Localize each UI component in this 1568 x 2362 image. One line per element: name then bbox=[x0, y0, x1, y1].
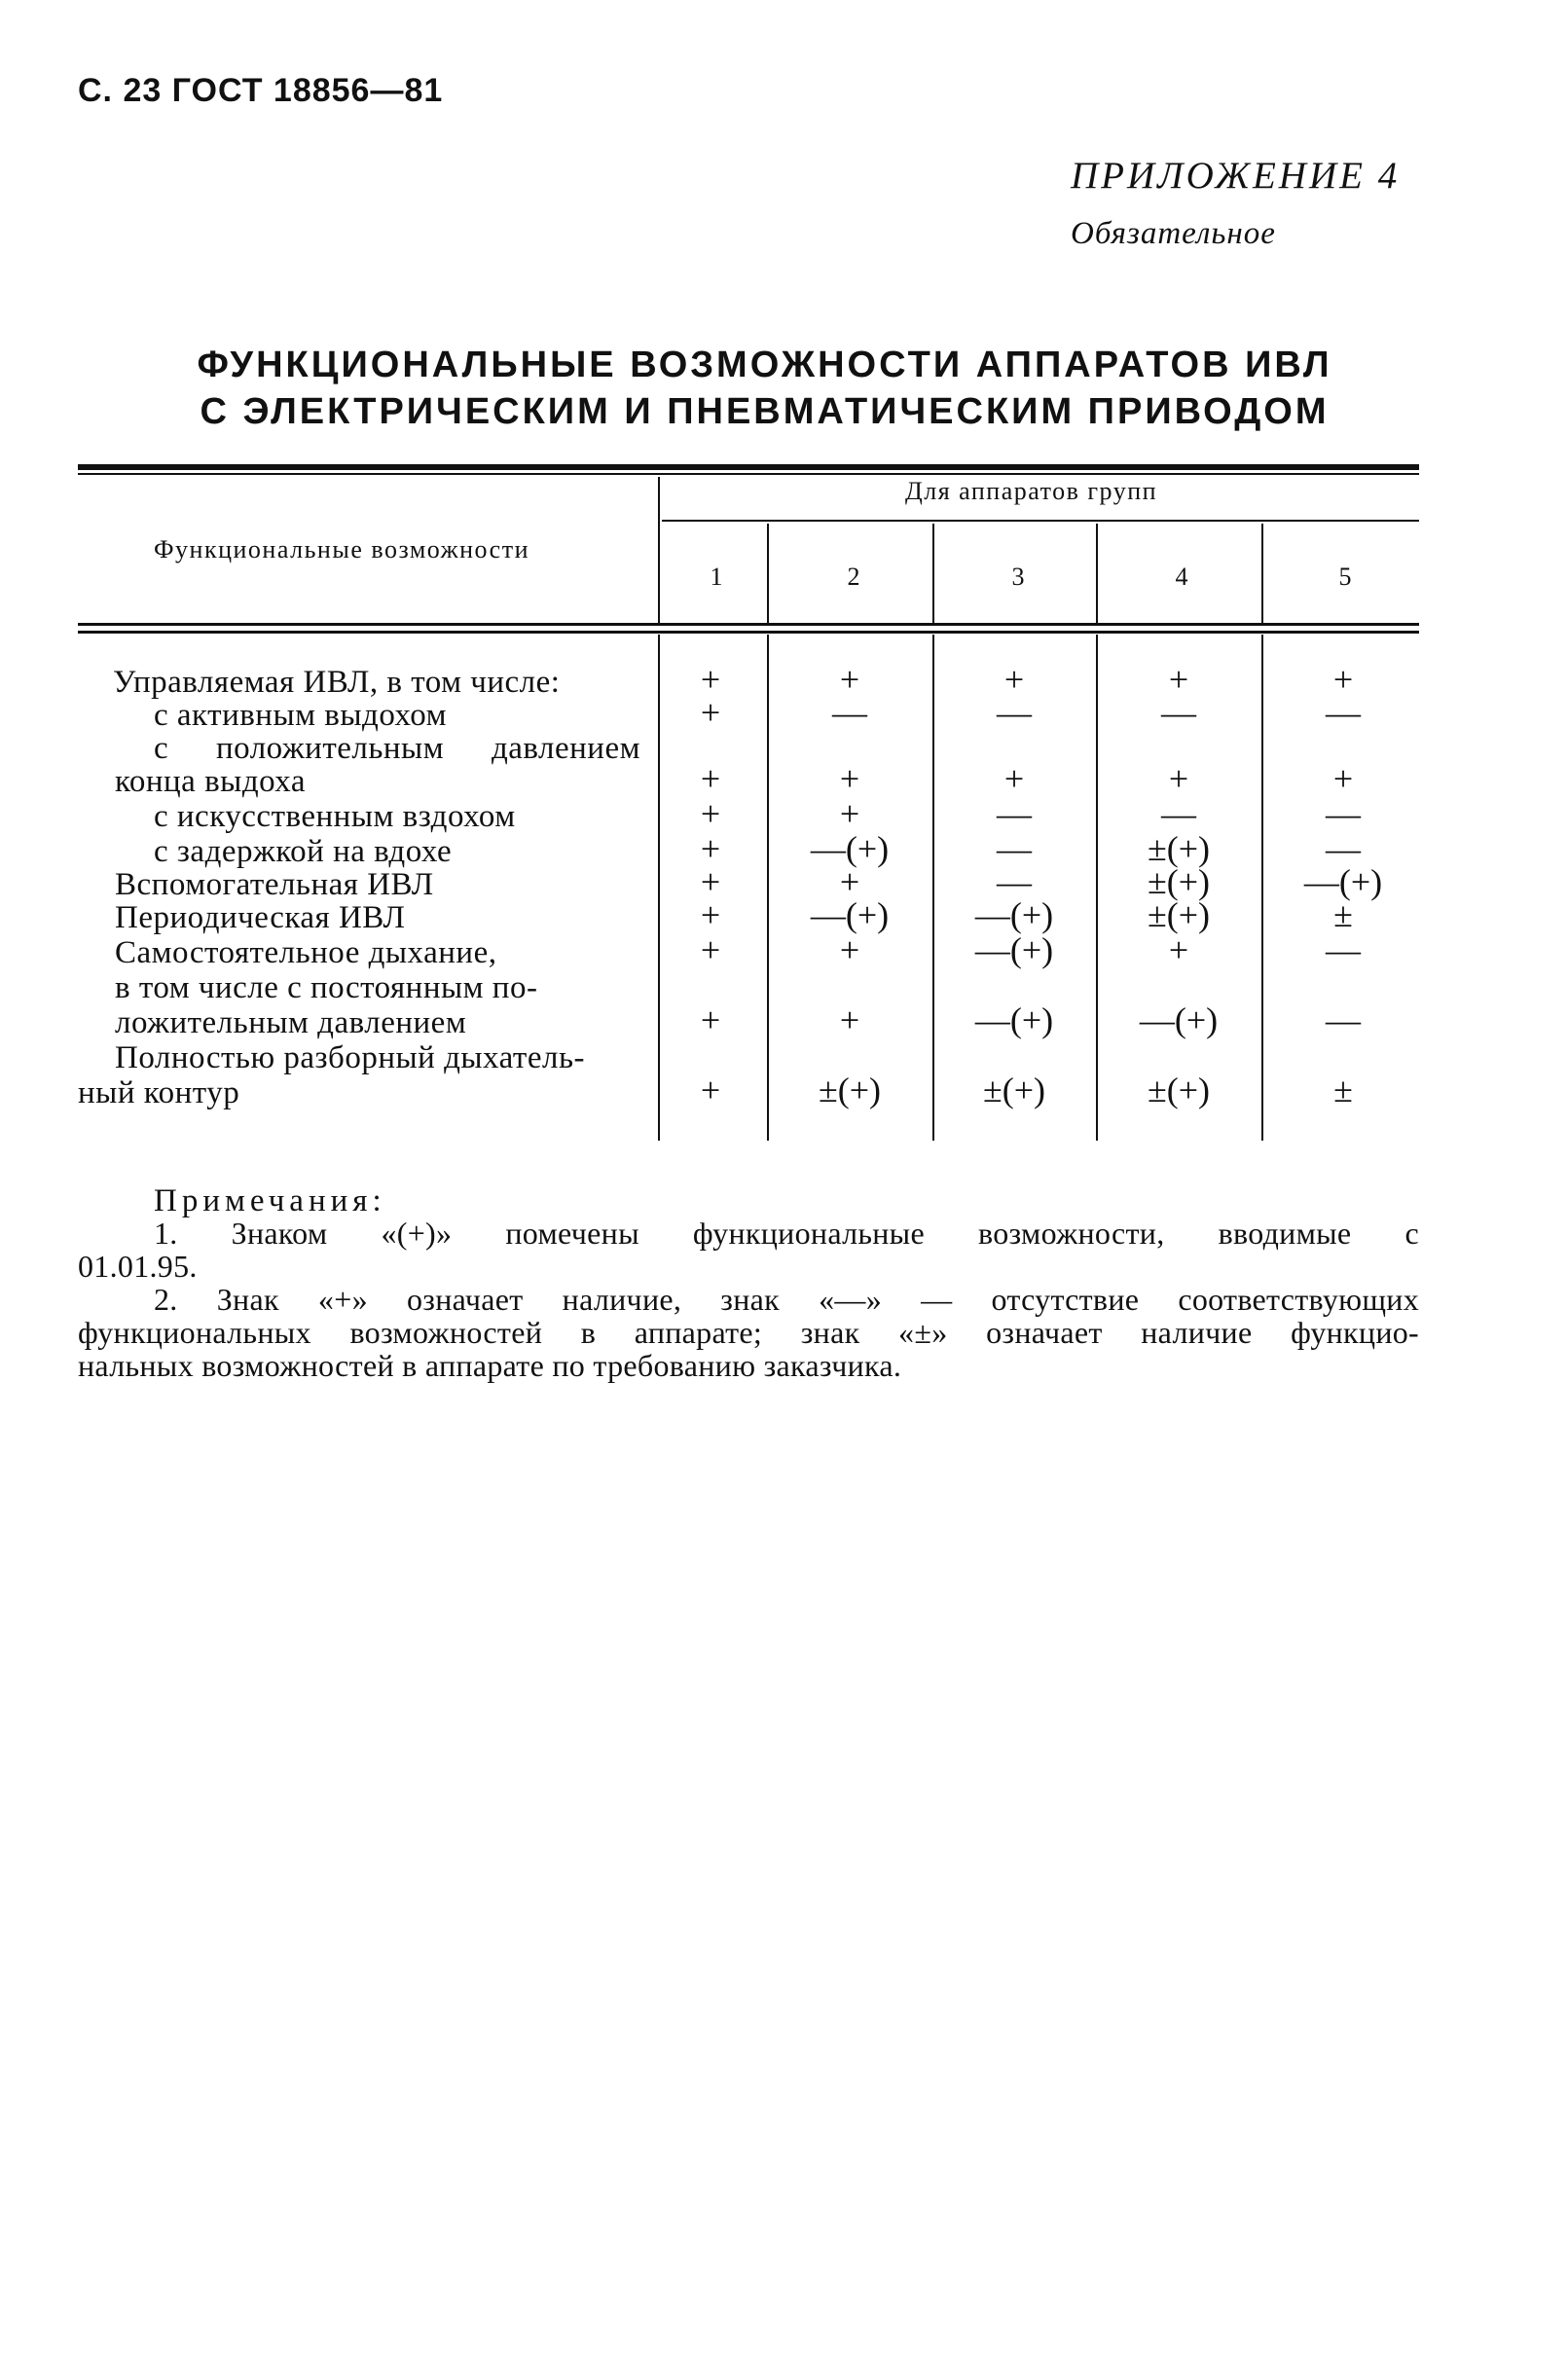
row-label: ложительным давлением bbox=[115, 1005, 467, 1040]
table-cell: ± bbox=[1333, 895, 1353, 934]
note-1-line-1: 1. Знаком «(+)» помечены функциональные возможности, вводимые с bbox=[154, 1216, 1419, 1251]
header-groups: Для аппаратов групп bbox=[905, 477, 1158, 505]
column-header-2: 2 bbox=[847, 563, 860, 591]
row-label: с положительным давлением bbox=[154, 731, 640, 766]
table-cell: ±(+) bbox=[982, 1071, 1046, 1109]
row-label: Периодическая ИВЛ bbox=[115, 900, 406, 935]
table-cell: — bbox=[1326, 693, 1361, 732]
group-header-rule bbox=[662, 520, 1419, 522]
table-cell: + bbox=[1332, 660, 1354, 699]
table-cell: + bbox=[700, 759, 721, 798]
table-cell: + bbox=[700, 930, 721, 969]
header-functions: Функциональные возможности bbox=[154, 535, 530, 563]
note-2-line-1: 2. Знак «+» означает наличие, знак «—» — отсутствие соответствующих bbox=[154, 1282, 1419, 1317]
table-cell: + bbox=[1168, 660, 1189, 699]
table-cell: ±(+) bbox=[1147, 829, 1211, 868]
row-label: Вспомогательная ИВЛ bbox=[115, 867, 434, 902]
table-cell: ±(+) bbox=[818, 1071, 882, 1109]
table-cell: —(+) bbox=[974, 930, 1054, 969]
page-header: С. 23 ГОСТ 18856—81 bbox=[78, 72, 444, 109]
table-divider bbox=[1261, 635, 1263, 1141]
table-divider bbox=[658, 477, 660, 623]
document-title-line-1: ФУНКЦИОНАЛЬНЫЕ ВОЗМОЖНОСТИ АППАРАТОВ ИВЛ bbox=[197, 345, 1332, 385]
table-cell: — bbox=[997, 862, 1032, 901]
table-cell: ±(+) bbox=[1147, 895, 1211, 934]
table-cell: + bbox=[700, 794, 721, 833]
table-cell: + bbox=[1168, 930, 1189, 969]
table-cell: + bbox=[839, 660, 860, 699]
row-label: в том числе с постоянным по- bbox=[115, 970, 538, 1005]
table-cell: + bbox=[839, 759, 860, 798]
document-title-line-2: С ЭЛЕКТРИЧЕСКИМ И ПНЕВМАТИЧЕСКИМ ПРИВОДОМ bbox=[200, 391, 1330, 432]
row-label: конца выдоха bbox=[115, 764, 307, 799]
note-2 bbox=[78, 1283, 1419, 1382]
table-cell: —(+) bbox=[974, 895, 1054, 934]
row-label: с искусственным вздохом bbox=[154, 799, 516, 834]
table-top-rule-thin bbox=[78, 473, 1419, 475]
table-cell: — bbox=[1326, 1000, 1361, 1039]
table-cell: + bbox=[700, 660, 721, 699]
table-cell: — bbox=[1326, 829, 1361, 868]
table-cell: — bbox=[997, 829, 1032, 868]
appendix-status: Обязательное bbox=[1071, 216, 1276, 251]
column-header-1: 1 bbox=[710, 563, 723, 591]
column-header-3: 3 bbox=[1011, 563, 1025, 591]
table-top-rule bbox=[78, 464, 1419, 470]
table-divider bbox=[932, 635, 934, 1141]
table-cell: + bbox=[700, 862, 721, 901]
note-1-line-2: 01.01.95. bbox=[78, 1249, 198, 1284]
table-cell: —(+) bbox=[1139, 1000, 1219, 1039]
row-label: Полностью разборный дыхатель- bbox=[115, 1040, 585, 1075]
note-2-line-3: нальных возможностей в аппарате по требованию заказчика. bbox=[78, 1348, 902, 1383]
table-cell: + bbox=[839, 1000, 860, 1039]
row-label: Самостоятельное дыхание, bbox=[115, 935, 497, 970]
header-bottom-rule bbox=[78, 623, 1419, 626]
header-bottom-rule-2 bbox=[78, 631, 1419, 634]
table-divider bbox=[767, 524, 769, 623]
row-label: Управляемая ИВЛ, в том числе: bbox=[113, 665, 561, 700]
table-cell: —(+) bbox=[974, 1000, 1054, 1039]
table-cell: + bbox=[1332, 759, 1354, 798]
note-1 bbox=[78, 1217, 1419, 1283]
table-cell: — bbox=[1161, 794, 1196, 833]
table-divider bbox=[1096, 635, 1098, 1141]
table-cell: — bbox=[997, 693, 1032, 732]
row-label: с задержкой на вдохе bbox=[154, 834, 453, 869]
table-cell: + bbox=[839, 862, 860, 901]
table-cell: —(+) bbox=[810, 895, 890, 934]
table-cell: + bbox=[1003, 660, 1025, 699]
column-header-5: 5 bbox=[1338, 563, 1352, 591]
table-cell: — bbox=[832, 693, 867, 732]
table-cell: — bbox=[1326, 794, 1361, 833]
table-cell: — bbox=[1161, 693, 1196, 732]
table-cell: + bbox=[1168, 759, 1189, 798]
row-label: ный контур bbox=[78, 1075, 240, 1110]
table-divider bbox=[1261, 524, 1263, 623]
table-cell: —(+) bbox=[810, 829, 890, 868]
table-cell: ± bbox=[1333, 1071, 1353, 1109]
table-cell: — bbox=[997, 794, 1032, 833]
column-header-4: 4 bbox=[1175, 563, 1188, 591]
table-divider bbox=[932, 524, 934, 623]
table-cell: — bbox=[1326, 930, 1361, 969]
appendix-label: ПРИЛОЖЕНИЕ 4 bbox=[1071, 155, 1401, 197]
notes-title: Примечания: bbox=[154, 1183, 386, 1218]
table-cell: + bbox=[1003, 759, 1025, 798]
table-cell: + bbox=[700, 895, 721, 934]
table-divider bbox=[1096, 524, 1098, 623]
row-label: с активным выдохом bbox=[154, 698, 447, 733]
table-cell: + bbox=[839, 930, 860, 969]
table-cell: + bbox=[700, 1071, 721, 1109]
note-2-line-2: функциональных возможностей в аппарате; знак «±» означает наличие функцио- bbox=[78, 1315, 1419, 1350]
table-cell: + bbox=[700, 693, 721, 732]
table-cell: —(+) bbox=[1303, 862, 1383, 901]
table-cell: + bbox=[839, 794, 860, 833]
table-cell: ±(+) bbox=[1147, 862, 1211, 901]
table-cell: ±(+) bbox=[1147, 1071, 1211, 1109]
table-cell: + bbox=[700, 829, 721, 868]
table-cell: + bbox=[700, 1000, 721, 1039]
